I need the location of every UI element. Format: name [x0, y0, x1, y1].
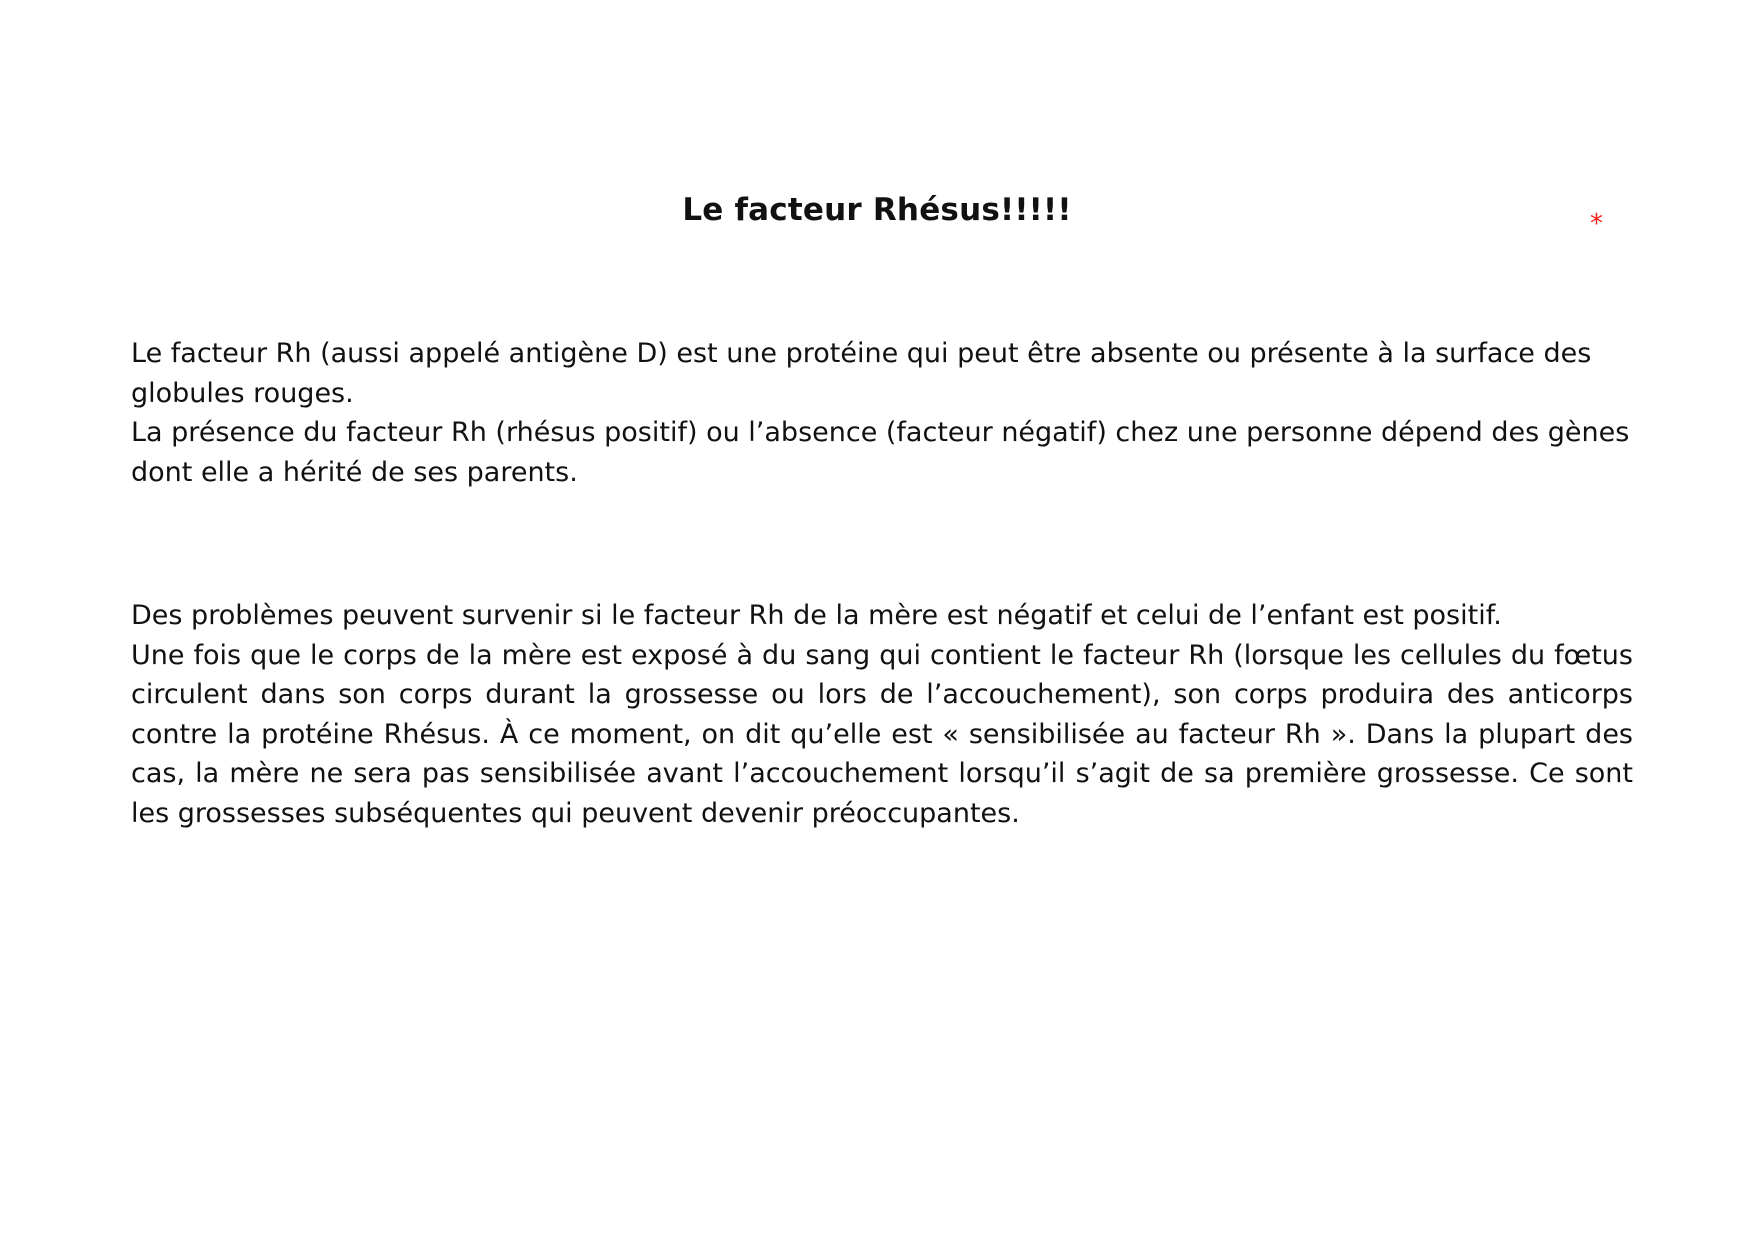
red-asterisk-marker: * [1590, 209, 1603, 239]
paragraph-rh-problems [131, 596, 1633, 834]
paragraph-rh-definition [131, 334, 1633, 492]
text-line: Une fois que le corps de la mère est exposé à du sang qui contient le facteur Rh (lorsque les cellules du fœtus circulent dans son corps durant la grossesse ou lors de l’accouchement), son corps produira des anticorps contre la protéine Rhésus. À ce moment, on dit qu’elle est « sensibilisée au facteur Rh ». Dans la plupart des cas, la mère ne sera pas sensibilisée avant l’accouchement lorsqu’il s’agit de sa première grossesse. Ce sont les grossesses subséquentes qui peuvent devenir préoccupantes. [131, 639, 1633, 829]
page-title: Le facteur Rhésus!!!!! [682, 192, 1072, 228]
text-line: La présence du facteur Rh (rhésus positif) ou l’absence (facteur négatif) chez une personne dépend des gènes dont elle a hérité de ses parents. [131, 417, 1630, 488]
text-line: Le facteur Rh (aussi appelé antigène D) est une protéine qui peut être absente ou présente à la surface des globules rouges. [131, 338, 1592, 409]
text-line: Des problèmes peuvent survenir si le facteur Rh de la mère est négatif et celui de l’enfant est positif. [131, 600, 1502, 631]
